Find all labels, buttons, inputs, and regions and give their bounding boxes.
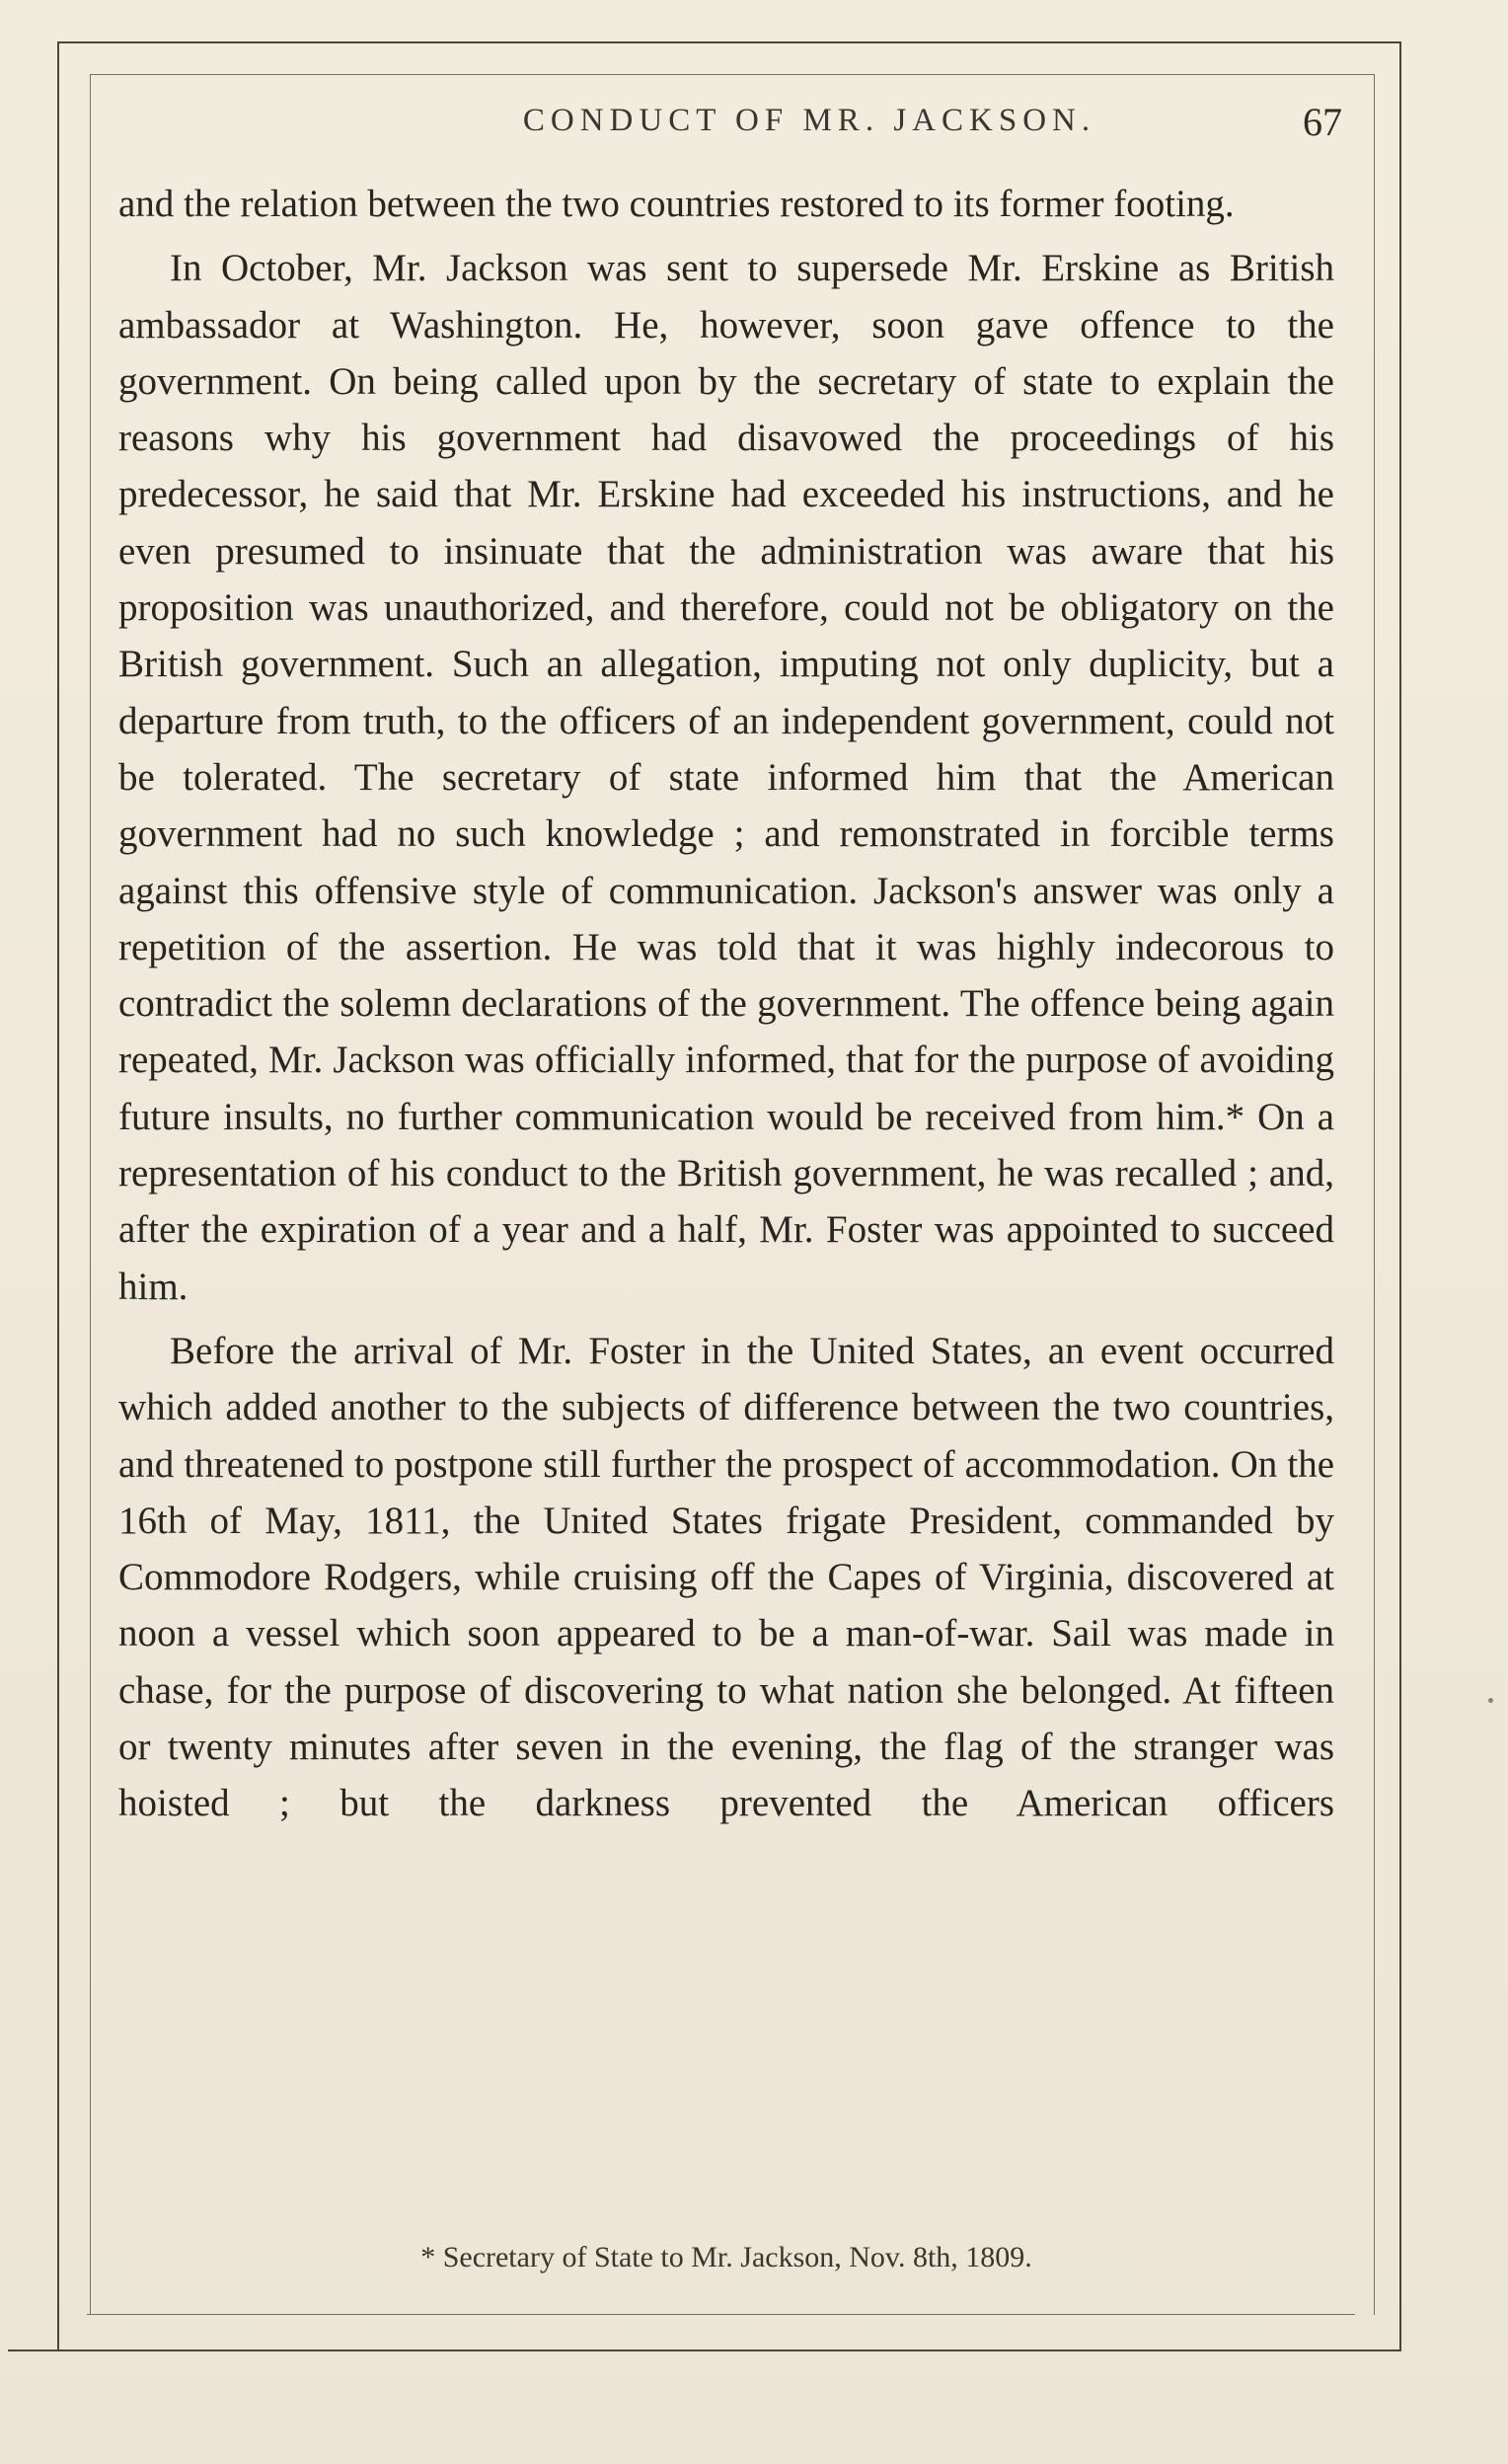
page-header — [118, 100, 1342, 154]
outer-border-bottom — [8, 2349, 1401, 2351]
inner-border-bottom — [87, 2314, 1355, 2315]
outer-border-left — [57, 41, 59, 2351]
outer-border-top — [57, 41, 1401, 43]
outer-border-right — [1399, 41, 1401, 2351]
paragraph-jackson-recall: In October, Mr. Jackson was sent to supersede Mr. Erskine as British ambassador at Washington. He, however, soon gave offence to the government. On being called upon by the secretary of state to explain the reasons why his government had disavowed the proceedings of his predecessor, he said that Mr. Erskine had exceeded his instructions, and he even presumed to insinuate that the administration was aware that his proposition was unauthorized, and therefore, could not be obligatory on the British government. Such an allegation, imputing not only duplicity, but a departure from truth, to the officers of an independent government, could not be tolerated. The secretary of state informed him that the American government had no such knowledge ; and remonstrated in forcible terms against this offensive style of communication. Jackson's answer was only a repetition of the assertion. He was told that it was highly indecorous to contradict the solemn declarations of the government. The offence being again repeated, Mr. Jackson was officially informed, that for the purpose of avoiding future insults, no further communication would be received from him.* On a representation of his conduct to the British government, he was recalled ; and, after the expiration of a year and a half, Mr. Foster was appointed to succeed him. — [118, 247, 1334, 1308]
page-number: 67 — [1303, 100, 1342, 144]
footnote: * Secretary of State to Mr. Jackson, Nov. 8th, 1809. — [420, 2241, 1032, 2273]
body-text — [118, 176, 1334, 1832]
running-head: CONDUCT OF MR. JACKSON. — [522, 103, 1096, 138]
paragraph-president-frigate: Before the arrival of Mr. Foster in the United States, an event occurred which added another to the subjects of difference between the two countries, and threatened to postpone still further the prospect of accommodation. On the 16th of May, 1811, the United States frigate President, commanded by Commodore Rodgers, while cruising off the Capes of Virginia, discovered at noon a vessel which soon appeared to be a man-of-war. Sail was made in chase, for the purpose of discovering to what nation she belonged. At fifteen or twenty minutes after seven in the evening, the flag of the stranger was hoisted ; but the darkness prevented the American officers — [118, 1329, 1334, 1825]
inner-border-right — [1374, 74, 1375, 2315]
paper-speck — [1488, 1698, 1493, 1703]
inner-border-top — [91, 74, 1374, 75]
inner-border-left — [90, 74, 91, 2315]
paragraph-continuation: and the relation between the two countries restored to its former footing. — [118, 183, 1235, 225]
